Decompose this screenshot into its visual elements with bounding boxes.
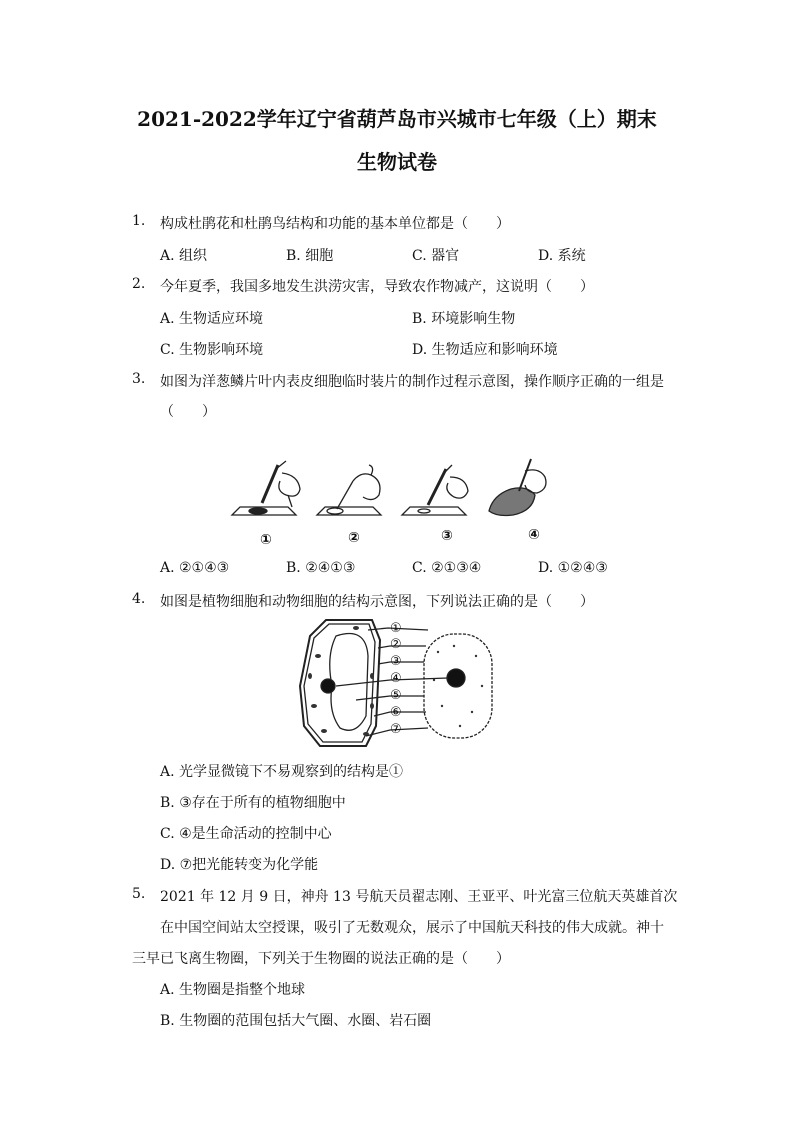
plant-nucleus xyxy=(321,679,335,693)
question-number: 2. xyxy=(132,276,146,292)
step-2-drawing xyxy=(317,465,381,515)
vacuole xyxy=(330,634,368,731)
option-b: B. ②④①③ xyxy=(286,560,356,576)
question-text: 构成杜鹃花和杜鹃鸟结构和功能的基本单位都是（ ） xyxy=(160,216,510,232)
step-3-drawing xyxy=(402,465,468,515)
slide-preparation-figure xyxy=(228,455,568,550)
option-d: D. 生物适应和影响环境 xyxy=(412,342,558,358)
question-text: 2021 年 12 月 9 日，神舟 13 号航天员翟志刚、王亚平、叶光富三位航天英雄首次 xyxy=(160,889,678,905)
option-a: A. 生物圈是指整个地球 xyxy=(160,982,306,998)
option-c: C. 器官 xyxy=(412,248,460,264)
option-b: B. 细胞 xyxy=(286,248,334,264)
option-b: B. 生物圈的范围包括大气圈、水圈、岩石圈 xyxy=(160,1013,432,1029)
cell-label-4: ④ xyxy=(390,671,402,686)
figure-label-3: ③ xyxy=(441,528,453,544)
option-b: B. 环境影响生物 xyxy=(412,311,516,327)
question-text: 如图为洋葱鳞片叶内表皮细胞临时装片的制作过程示意图，操作顺序正确的一组是 xyxy=(160,374,664,390)
question-number: 1. xyxy=(132,213,146,229)
option-a: A. ②①④③ xyxy=(160,560,230,576)
cell-label-5: ⑤ xyxy=(390,688,402,703)
option-c: C. ④是生命活动的控制中心 xyxy=(160,826,332,842)
exam-title-line2: 生物试卷 xyxy=(357,150,437,174)
option-c: C. ②①③④ xyxy=(412,560,482,576)
question-text: 如图是植物细胞和动物细胞的结构示意图，下列说法正确的是（ ） xyxy=(160,594,594,610)
option-b: B. ③存在于所有的植物细胞中 xyxy=(160,795,346,811)
cell-label-1: ① xyxy=(390,621,402,636)
option-a: A. 组织 xyxy=(160,248,208,264)
option-d: D. 系统 xyxy=(538,248,586,264)
question-number: 5. xyxy=(132,886,146,902)
exam-title-line1: 2021-2022学年辽宁省葫芦岛市兴城市七年级（上）期末 xyxy=(137,107,657,131)
step-4-drawing xyxy=(489,459,546,516)
question-text: 今年夏季，我国多地发生洪涝灾害，导致农作物减产，这说明（ ） xyxy=(160,279,594,295)
option-a: A. 光学显微镜下不易观察到的结构是① xyxy=(160,764,404,780)
question-bracket: （ ） xyxy=(160,404,216,420)
question-text-line3: 三早已飞离生物圈，下列关于生物圈的说法正确的是（ ） xyxy=(132,951,510,967)
figure-label-1: ① xyxy=(260,532,272,548)
figure-label-2: ② xyxy=(348,530,360,546)
step-1-drawing xyxy=(232,461,300,515)
option-c: C. 生物影响环境 xyxy=(160,342,264,358)
question-number: 3. xyxy=(132,371,146,387)
figure-label-4: ④ xyxy=(528,527,540,543)
cell-label-6: ⑥ xyxy=(390,705,402,720)
option-d: D. ⑦把光能转变为化学能 xyxy=(160,857,319,873)
option-a: A. 生物适应环境 xyxy=(160,311,264,327)
cell-label-3: ③ xyxy=(390,654,402,669)
option-d: D. ①②④③ xyxy=(538,560,608,576)
question-number: 4. xyxy=(132,591,146,607)
cell-label-2: ② xyxy=(390,637,402,652)
cell-label-7: ⑦ xyxy=(390,722,402,737)
animal-nucleus xyxy=(447,669,465,687)
question-text-line2: 在中国空间站太空授课，吸引了无数观众，展示了中国航天科技的伟大成就。神十 xyxy=(160,920,664,936)
